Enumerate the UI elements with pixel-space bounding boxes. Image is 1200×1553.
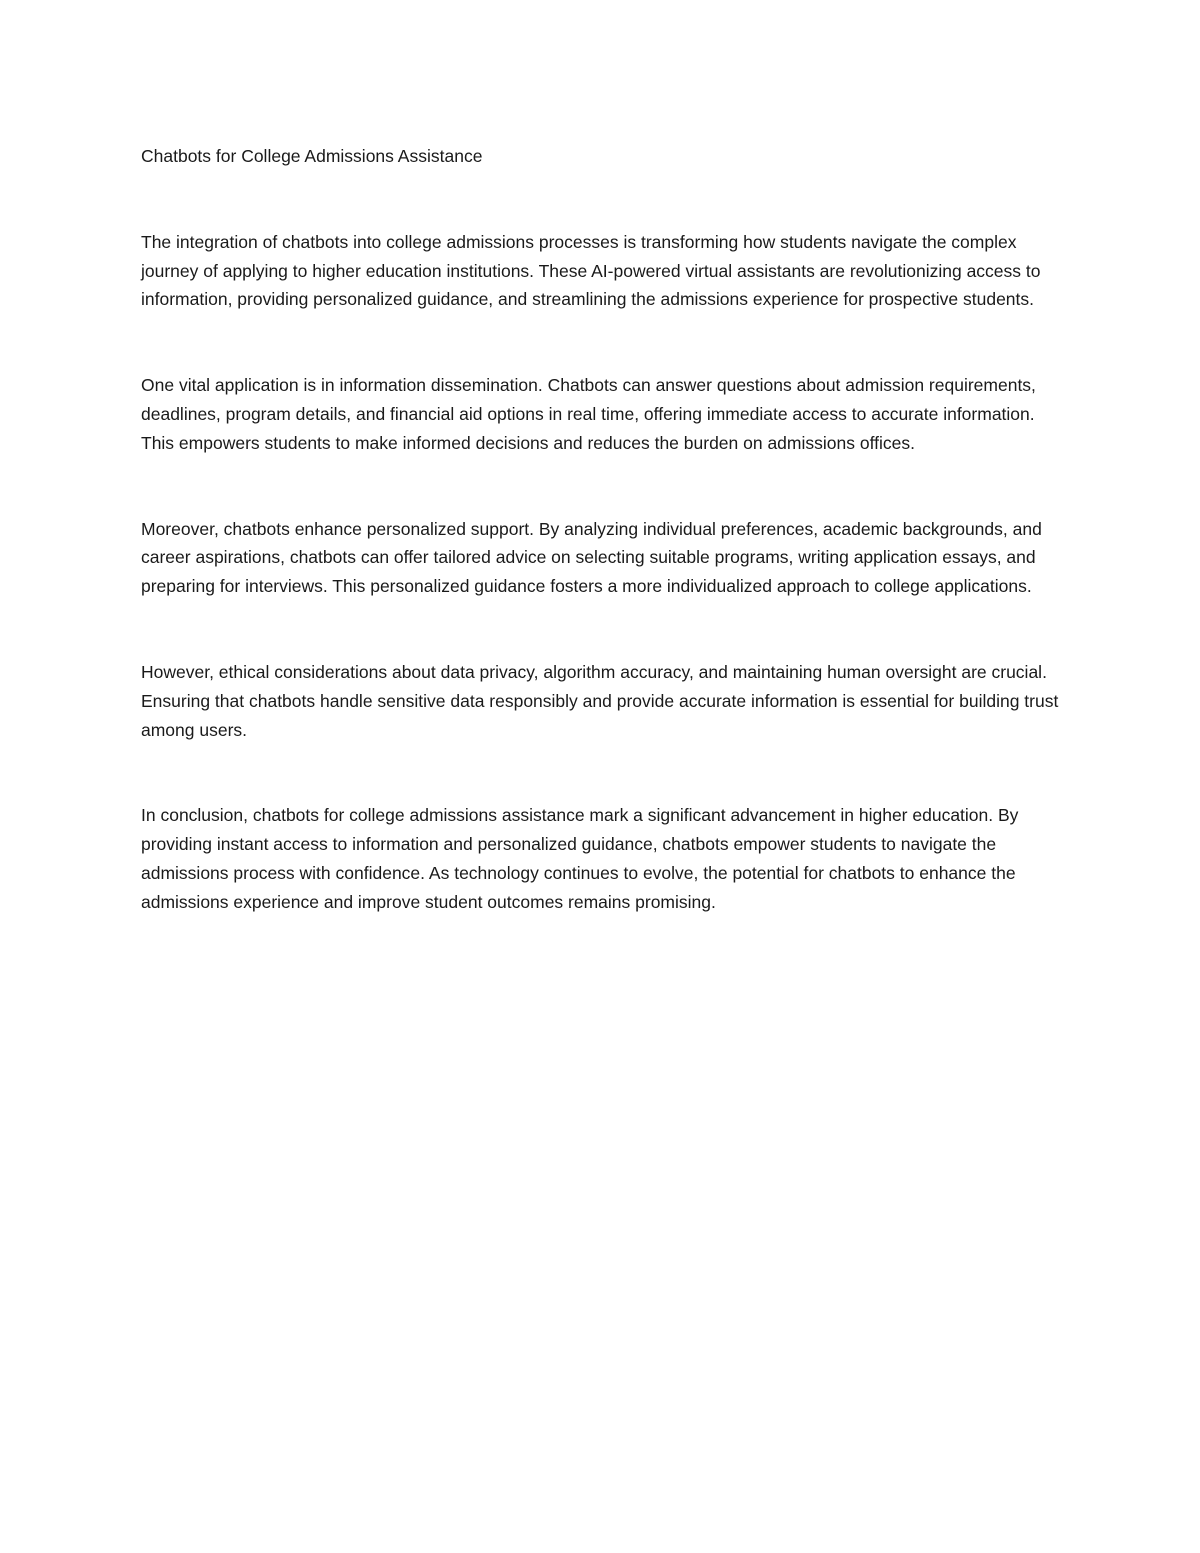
paragraph-conclusion: In conclusion, chatbots for college admissions assistance mark a significant advancement in higher education. By providing instant access to information and personalized guidance, chatbots empower students to navigate the admissions process with confidence. As technology continues to evolve, the potential for chatbots to enhance the admissions experience and improve student outcomes remains promising.: [141, 805, 1019, 912]
paragraph-introduction: The integration of chatbots into college admissions processes is transforming how students navigate the complex journey of applying to higher education institutions. These AI-powered virtual assistants are revolutionizing access to information, providing personalized guidance, and streamlining the admissions experience for prospective students.: [141, 231, 1041, 310]
paragraph-personalized-support: Moreover, chatbots enhance personalized support. By analyzing individual preferences, academic backgrounds, and career aspirations, chatbots can offer tailored advice on selecting suitable programs, writing application essays, and preparing for interviews. This personalized guidance fosters a more individualized approach to college applications.: [141, 518, 1042, 597]
paragraph-ethical-considerations: However, ethical considerations about data privacy, algorithm accuracy, and maintaining human oversight are crucial. Ensuring that chatbots handle sensitive data responsibly and provide accurate information is essential for building trust among users.: [141, 661, 1059, 740]
document-body: [141, 142, 1061, 974]
paragraph-information-dissemination: One vital application is in information dissemination. Chatbots can answer questions about admission requirements, deadlines, program details, and financial aid options in real time, offering immediate access to accurate information. This empowers students to make informed decisions and reduces the burden on admissions offices.: [141, 375, 1036, 453]
document-title: Chatbots for College Admissions Assistance: [141, 146, 483, 166]
